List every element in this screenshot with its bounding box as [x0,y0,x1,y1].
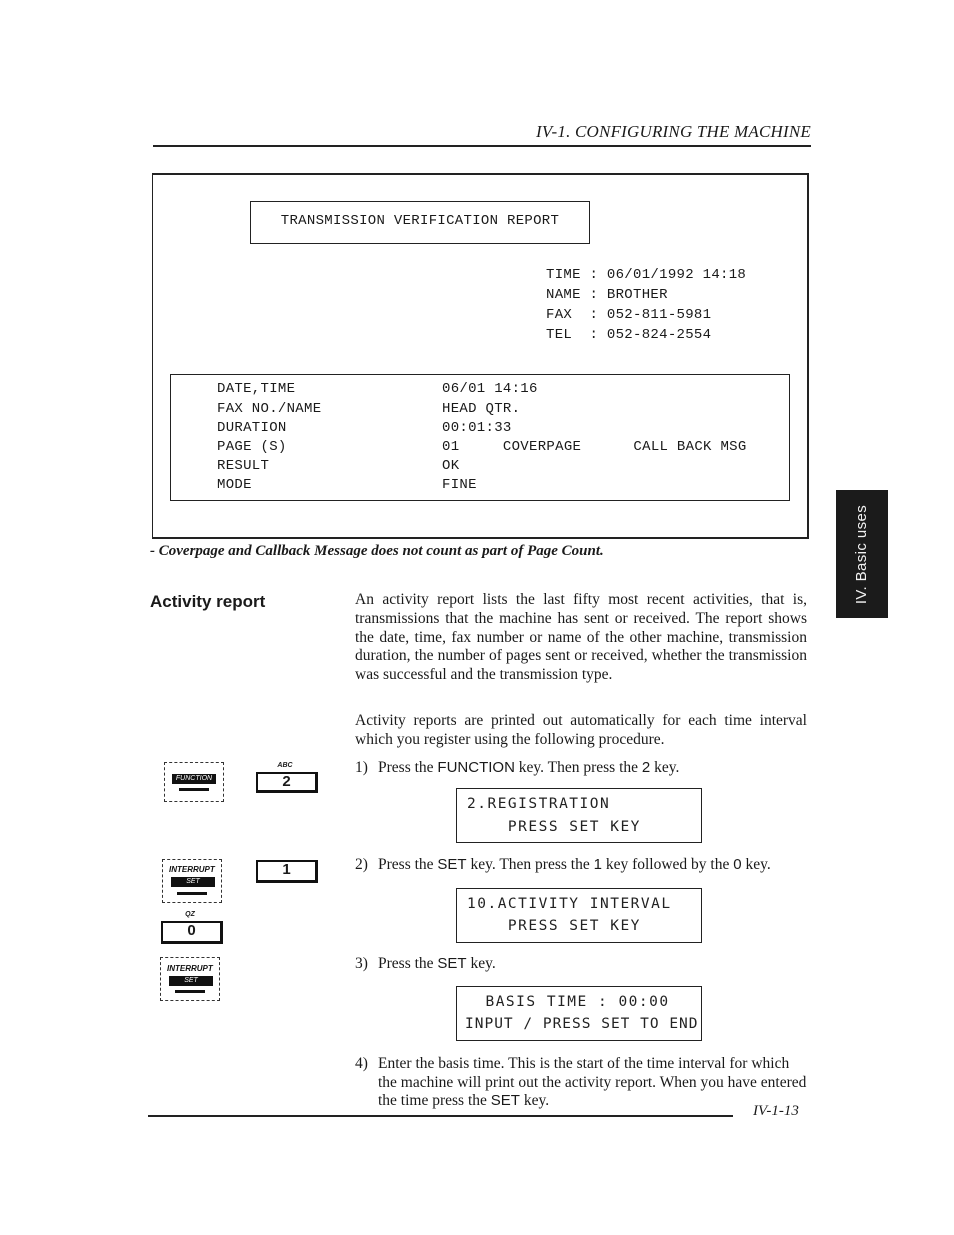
function-key-illustration [164,762,224,802]
page-header-title: IV-1. CONFIGURING THE MACHINE [536,122,811,141]
footer-rule [148,1115,733,1117]
key-2-label: 2 [282,773,291,790]
lcd-display [456,888,702,943]
table-row-label: FAX NO./NAME [217,401,322,417]
table-row-label: PAGE (S) [217,439,287,455]
table-row-value: HEAD QTR. [442,401,521,417]
table-row-value: FINE [442,477,477,493]
chapter-side-tab-label-wrap [836,490,888,618]
table-row-value: 06/01 14:16 [442,381,538,397]
lcd-line-2: INPUT / PRESS SET TO END [465,1016,699,1032]
step-text: Press the [378,759,438,776]
key-name: SET [490,1092,520,1110]
step-body [378,1055,810,1111]
key-name: SET [437,955,467,972]
step-3 [355,955,810,974]
set-key-illustration [160,957,220,1001]
key-dash [179,788,209,791]
key-name: SET [437,856,467,873]
step-text: key. [741,856,771,873]
lcd-line-1: 2.REGISTRATION [467,796,611,812]
step-text: key. [650,759,680,776]
header-rule [153,145,811,147]
interrupt-label: INTERRUPT [167,964,213,973]
section-heading: Activity report [150,592,266,611]
table-row-label: MODE [217,477,252,493]
lcd-line-1: 10.ACTIVITY INTERVAL [467,896,672,912]
report-tel-line: TEL : 052-824-2554 [546,327,712,343]
section-paragraph: Activity reports are printed out automatically for each time interval which you register using the following procedure. [355,712,807,748]
section-paragraph: An activity report lists the last fifty most recent activities, that is, transmissions that the machine has sent or received. The report shows the date, time, fax number or name of the other machine, transmission duration, the number of pages sent or received, whether the transmission was successful and the transmission type. [355,591,807,684]
key-name: 1 [593,856,602,873]
function-key-label: FUNCTION [172,774,216,784]
report-name-line: NAME : BROTHER [546,287,668,303]
step-text: Press the [378,955,438,972]
step-1 [355,759,810,778]
key-name: 0 [733,856,742,873]
key-dash [177,892,207,895]
table-row-label: DURATION [217,420,287,436]
lcd-display [456,788,702,843]
step-text: key followed by the [601,856,734,873]
key-2-illustration [256,772,318,793]
lcd-line-1: BASIS TIME : 00:00 [465,994,670,1010]
step-text: key. Then press the [514,759,642,776]
key-1-label: 1 [282,861,291,878]
chapter-side-tab-label: IV. Basic uses [853,504,871,604]
step-number: 1) [355,759,368,776]
key-1-illustration [256,860,318,883]
lcd-line-2: PRESS SET KEY [467,918,641,934]
report-time-line: TIME : 06/01/1992 14:18 [546,267,747,283]
key-0-illustration [161,921,223,944]
step-4 [355,1055,810,1111]
table-row-label: DATE,TIME [217,381,296,397]
lcd-display [456,986,702,1041]
abc-label: ABC [277,762,293,769]
key-name: FUNCTION [437,759,515,776]
step-text: key. [519,1092,550,1110]
step-text: key. Then press the [466,856,594,873]
step-number: 2) [355,856,368,873]
set-label: SET [169,976,213,986]
lcd-line-2: PRESS SET KEY [467,819,641,835]
interrupt-label: INTERRUPT [169,865,215,874]
table-row-value: OK [442,458,460,474]
step-number: 4) [355,1055,368,1072]
table-row-value: 01 COVERPAGE CALL BACK MSG [442,439,747,455]
qz-label: QZ [185,911,195,918]
step-2 [355,856,810,875]
key-name: 2 [641,759,651,776]
report-fax-line: FAX : 052-811-5981 [546,307,712,323]
step-text: Enter the basis time. This is the start of the time interval for which the machine will print out the activity report. When you have entered the time press the [378,1055,807,1110]
set-label: SET [171,877,215,887]
set-key-illustration [162,859,222,903]
step-text: Press the [378,856,438,873]
page-number: IV-1-13 [753,1103,799,1119]
table-row-value: 00:01:33 [442,420,512,436]
report-footnote: - Coverpage and Callback Message does not count as part of Page Count. [150,543,604,559]
key-dash [175,990,205,993]
report-title: TRANSMISSION VERIFICATION REPORT [280,213,560,229]
step-number: 3) [355,955,368,972]
key-0-label: 0 [187,922,196,939]
table-row-label: RESULT [217,458,270,474]
step-text: key. [466,955,496,972]
